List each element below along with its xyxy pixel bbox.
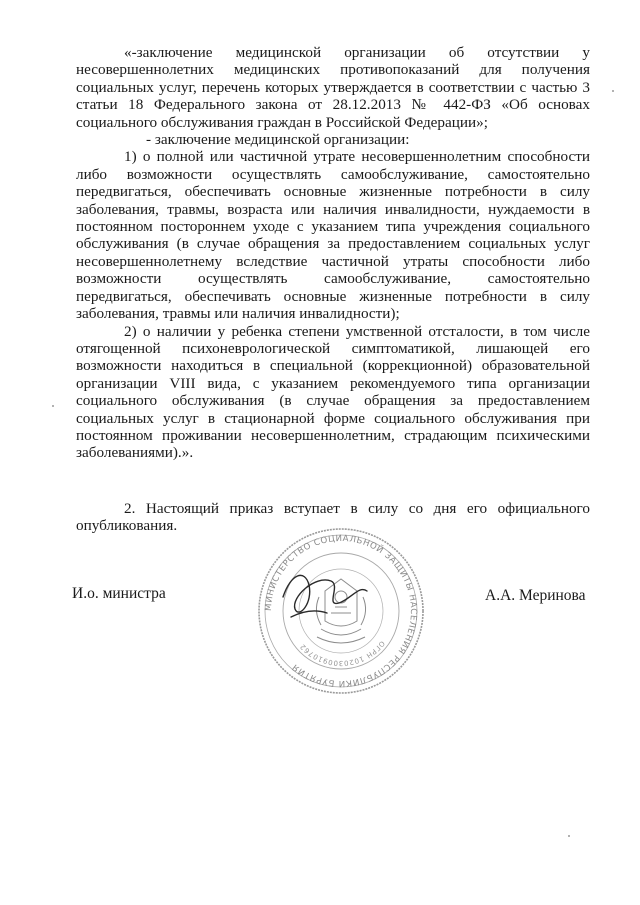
seal-outer-text: МИНИСТЕРСТВО СОЦИАЛЬНОЙ ЗАЩИТЫ НАСЕЛЕНИЯ РЕСПУБЛИКИ БУРЯТИЯ [263,533,419,689]
scan-artifact [568,835,570,837]
official-seal-icon [255,525,427,697]
paragraph-effective-date: 2. Настоящий приказ вступает в силу со дня его официального опубликования. [76,499,590,535]
paragraph-medical-conclusion: «-заключение медицинской организации об отсутствии у несовершеннолетних медицинских противопоказаний для получения социальных услуг, перечень которых утверждается в соответствии с частью 3 статьи 18 Федерального закона от 28.12.2013 № 442-ФЗ «Об основах социального обслуживания граждан в Российской Федерации»; [76,44,590,131]
emblem-icon [316,579,365,643]
paragraph-dash-item: - заключение медицинской организации: [146,131,410,149]
scan-artifact [52,405,54,407]
seal-inner-text: ОГРН 1020300910762 [298,639,387,668]
paragraph-item-2: 2) о наличии у ребенка степени умственной отсталости, в том числе отягощенной психоневрологической симптоматикой, лишающей его возможности находиться в специальной (коррекционной) образовательной организации VIII вида, с указанием рекомендуемого типа организации социального обслуживания (в случае обращения за предоставлением социальных услуг в стационарной форме социального обслуживания при постоянном проживании несовершеннолетним, страдающим психическими заболеваниями).». [76,322,590,462]
paragraph-item-1: 1) о полной или частичной утрате несовершеннолетним способности либо возможности осуществлять самообслуживание, самостоятельно передвигаться, обеспечивать основные жизненные потребности в силу заболевания, травмы, возраста или наличия инвалидности, нуждаемости в постоянном постороннем уходе с указанием типа учреждения социального обслуживания (в случае обращения за предоставлением социальных услуг несовершеннолетнему вследствие частичной утраты способности либо возможности осуществлять самообслуживание, самостоятельно передвигаться, обеспечивать основные жизненные потребности в силу заболевания, травмы или наличия инвалидности); [76,148,590,323]
signatory-name: А.А. Меринова [485,587,586,604]
scan-artifact [612,90,614,92]
document-body [76,44,590,535]
signatory-position: И.о. министра [72,585,166,602]
